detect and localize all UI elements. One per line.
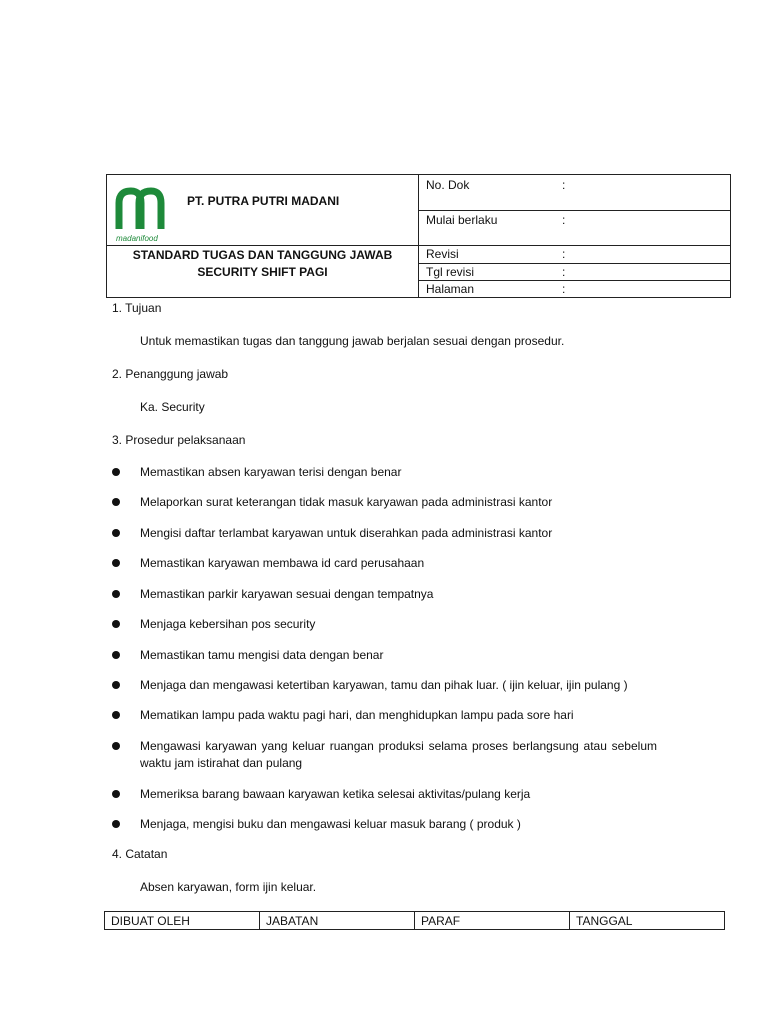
catatan-text: Absen karyawan, form ijin keluar. <box>140 880 317 894</box>
list-item: Memastikan tamu mengisi data dengan benar <box>112 647 657 664</box>
field-no-dok: No. Dok <box>426 178 470 192</box>
svg-text:madanifood: madanifood <box>116 234 158 243</box>
document-title <box>107 247 418 281</box>
bullet-icon <box>112 468 120 476</box>
section-tujuan-heading: 1. Tujuan <box>112 301 162 315</box>
field-no-dok-colon: : <box>562 178 566 192</box>
signature-col-jabatan: JABATAN <box>260 912 415 929</box>
header-divider-left <box>107 245 418 246</box>
document-title-line-1: STANDARD TUGAS DAN TANGGUNG JAWAB <box>132 248 393 262</box>
pj-text: Ka. Security <box>140 400 205 414</box>
field-halaman: Halaman <box>426 282 475 296</box>
bullet-icon <box>112 651 120 659</box>
bullet-icon <box>112 820 120 828</box>
bullet-icon <box>112 498 120 506</box>
field-halaman-colon: : <box>562 282 566 296</box>
list-item: Melaporkan surat keterangan tidak masuk karyawan pada administrasi kantor <box>112 494 657 511</box>
signature-table <box>104 911 725 930</box>
field-tgl-revisi: Tgl revisi <box>426 265 475 279</box>
bullet-icon <box>112 590 120 598</box>
header-divider-right-4 <box>418 280 730 281</box>
section-pj-text <box>112 399 657 416</box>
bullet-icon <box>112 742 120 750</box>
header-divider-right-2 <box>418 245 730 246</box>
bullet-icon <box>112 559 120 567</box>
field-mulai-berlaku-colon: : <box>562 213 566 227</box>
signature-col-dibuat-oleh: DIBUAT OLEH <box>105 912 260 929</box>
list-item: Memeriksa barang bawaan karyawan ketika selesai aktivitas/pulang kerja <box>112 786 657 803</box>
field-mulai-berlaku: Mulai berlaku <box>426 213 498 227</box>
list-item: Memastikan parkir karyawan sesuai dengan tempatnya <box>112 586 657 603</box>
section-catatan-text <box>112 879 657 896</box>
bullet-icon <box>112 711 120 719</box>
bullet-icon <box>112 790 120 798</box>
section-catatan-heading: 4. Catatan <box>112 847 168 861</box>
field-tgl-revisi-colon: : <box>562 265 566 279</box>
list-item: Mengawasi karyawan yang keluar ruangan produksi selama proses berlangsung atau sebelum waktu jam istirahat dan pulang <box>112 738 657 772</box>
document-header-table <box>106 174 731 298</box>
field-revisi: Revisi <box>426 247 459 261</box>
list-item: Memastikan karyawan membawa id card perusahaan <box>112 555 657 572</box>
header-divider-vertical <box>418 175 419 297</box>
section-tujuan-text <box>112 333 657 350</box>
list-item: Mengisi daftar terlambat karyawan untuk diserahkan pada administrasi kantor <box>112 525 657 542</box>
header-divider-right-1 <box>418 210 730 211</box>
signature-col-tanggal: TANGGAL <box>576 914 633 928</box>
bullet-icon <box>112 620 120 628</box>
bullet-icon <box>112 529 120 537</box>
list-item: Menjaga dan mengawasi ketertiban karyawan, tamu dan pihak luar. ( ijin keluar, ijin pulang ) <box>112 677 657 694</box>
section-pj-heading: 2. Penanggung jawab <box>112 367 229 381</box>
list-item: Menjaga, mengisi buku dan mengawasi keluar masuk barang ( produk ) <box>112 816 657 833</box>
section-prosedur-heading: 3. Prosedur pelaksanaan <box>112 433 246 447</box>
document-title-line-2: SECURITY SHIFT PAGI <box>197 265 328 279</box>
list-item: Mematikan lampu pada waktu pagi hari, dan menghidupkan lampu pada sore hari <box>112 707 657 724</box>
tujuan-text: Untuk memastikan tugas dan tanggung jawab berjalan sesuai dengan prosedur. <box>140 334 565 348</box>
signature-col-paraf: PARAF <box>415 912 570 929</box>
bullet-icon <box>112 681 120 689</box>
field-revisi-colon: : <box>562 247 566 261</box>
company-logo <box>113 183 175 243</box>
header-divider-right-3 <box>418 263 730 264</box>
company-name: PT. PUTRA PUTRI MADANI <box>187 194 340 208</box>
list-item: Menjaga kebersihan pos security <box>112 616 657 633</box>
list-item: Memastikan absen karyawan terisi dengan benar <box>112 464 657 481</box>
